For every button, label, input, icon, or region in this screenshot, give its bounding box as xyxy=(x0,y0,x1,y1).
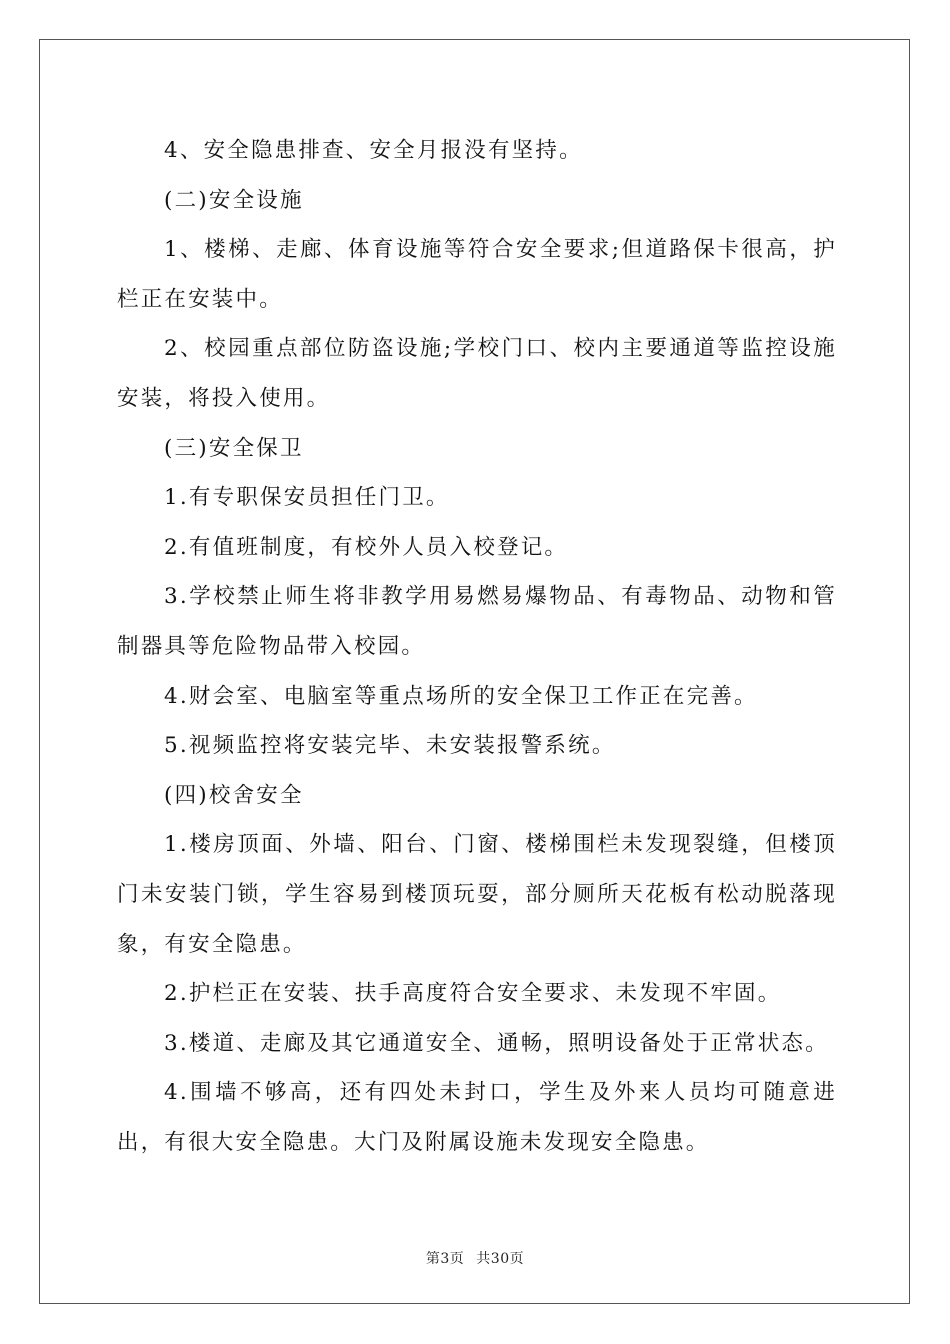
page-number: 第3页 xyxy=(425,1251,465,1267)
paragraph-building-2: 2.护栏正在安装、扶手高度符合安全要求、未发现不牢固。 xyxy=(164,981,782,1007)
heading-safety-facilities: (二)安全设施 xyxy=(164,187,304,213)
heading-building-safety: (四)校舍安全 xyxy=(164,782,304,808)
paragraph-guard-1: 1.有专职保安员担任门卫。 xyxy=(164,485,450,511)
paragraph-guard-3: 3.学校禁止师生将非教学用易燃易爆物品、有毒物品、动物和管制器具等危险物品带入校园。 xyxy=(117,584,837,659)
paragraph-guard-2: 2.有值班制度，有校外人员入校登记。 xyxy=(164,534,569,560)
paragraph-building-1: 1.楼房顶面、外墙、阳台、门窗、楼梯围栏未发现裂缝，但楼顶门未安装门锁，学生容易到楼顶玩耍，部分厕所天花板有松动脱落现象，有安全隐患。 xyxy=(117,832,837,957)
paragraph-guard-4: 4.财会室、电脑室等重点场所的安全保卫工作正在完善。 xyxy=(164,683,758,709)
page-footer xyxy=(0,1248,950,1268)
paragraph-safety-check: 4、安全隐患排查、安全月报没有坚持。 xyxy=(164,138,583,163)
paragraph-building-4: 4.围墙不够高，还有四处未封口，学生及外来人员均可随意进出，有很大安全隐患。大门及附属设施未发现安全隐患。 xyxy=(117,1080,837,1155)
paragraph-anti-theft: 2、校园重点部位防盗设施;学校门口、校内主要通道等监控设施安装，将投入使用。 xyxy=(117,336,837,411)
document-body xyxy=(117,126,837,1167)
heading-security-guard: (三)安全保卫 xyxy=(164,435,304,461)
paragraph-building-3: 3.楼道、走廊及其它通道安全、通畅，照明设备处于正常状态。 xyxy=(164,1030,829,1056)
paragraph-guard-5: 5.视频监控将安装完毕、未安装报警系统。 xyxy=(164,733,616,759)
paragraph-stairs-corridors: 1、楼梯、走廊、体育设施等符合安全要求;但道路保卡很高，护栏正在安装中。 xyxy=(117,237,837,312)
page-total: 共30页 xyxy=(476,1251,525,1267)
